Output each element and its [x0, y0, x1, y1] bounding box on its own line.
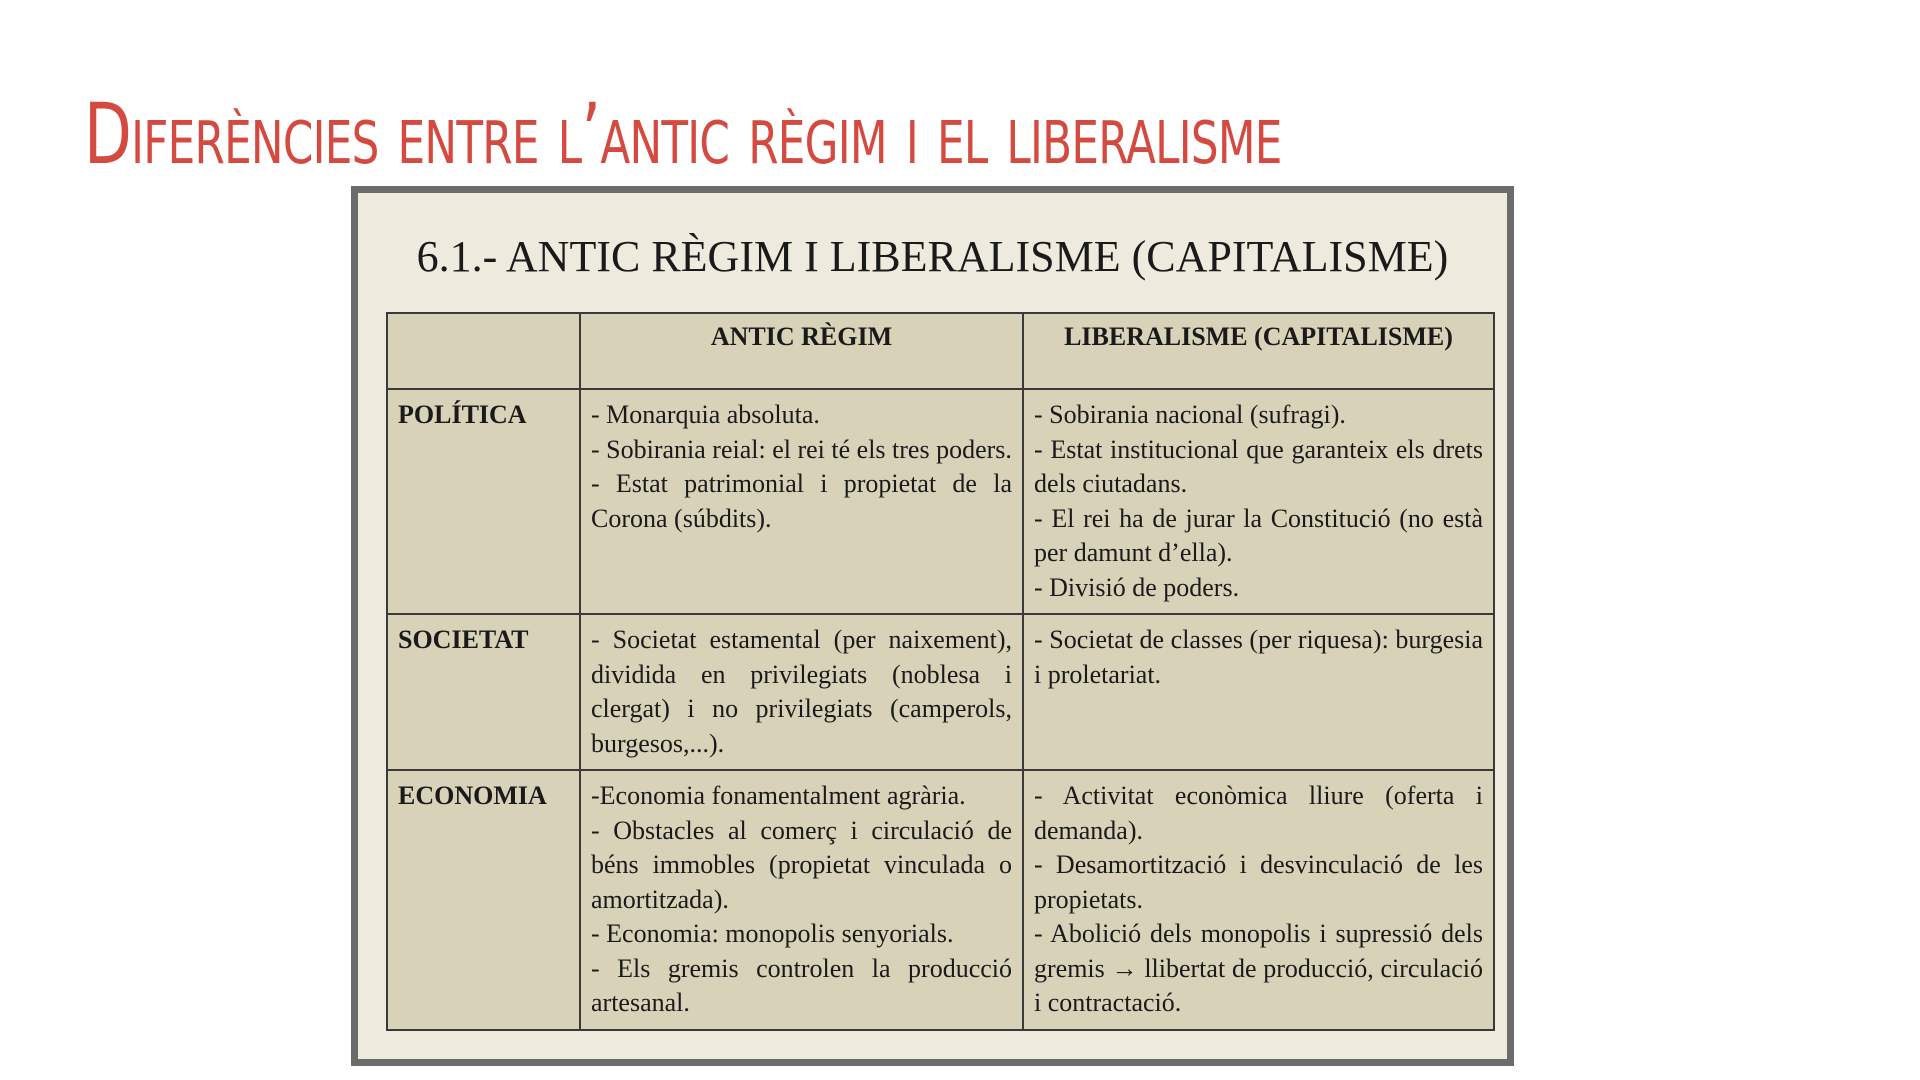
cell-economia-liberal — [1023, 770, 1494, 1030]
cell-line: - Abolició dels monopolis i supressió dels gremis → llibertat de producció, circulació i contractació. — [1034, 919, 1483, 1017]
comparison-table — [386, 312, 1495, 1031]
cell-line: - Societat de classes (per riquesa): burgesia i proletariat. — [1034, 625, 1483, 689]
cell-societat-antic — [580, 614, 1023, 770]
cell-line: - Sobirania reial: el rei té els tres poders. — [591, 434, 1012, 464]
cell-line: - Societat estamental (per naixement), dividida en privilegiats (noblesa i clergat) i no privilegiats (camperols, burgesos,...). — [591, 625, 1012, 758]
table-figure — [351, 186, 1514, 1066]
header-antic-regim: ANTIC RÈGIM — [580, 313, 1023, 389]
cell-line: -Economia fonamentalment agrària. — [591, 781, 966, 810]
cell-line: - Els gremis controlen la producció artesanal. — [591, 953, 1012, 1017]
cell-line: - Desamortització i desvinculació de les propietats. — [1034, 850, 1483, 914]
cell-economia-antic — [580, 770, 1023, 1030]
cell-line: - Estat institucional que garanteix els drets dels ciutadans. — [1034, 434, 1483, 498]
row-label-politica: POLÍTICA — [387, 389, 580, 614]
cell-line: - Activitat econòmica lliure (oferta i demanda). — [1034, 781, 1483, 845]
row-label-societat: SOCIETAT — [387, 614, 580, 770]
table-row-economia — [387, 770, 1494, 1030]
header-liberalisme: LIBERALISME (CAPITALISME) — [1023, 313, 1494, 389]
header-empty-cell — [387, 313, 580, 389]
cell-politica-antic — [580, 389, 1023, 614]
cell-line: - El rei ha de jurar la Constitució (no està per damunt d’ella). — [1034, 503, 1483, 567]
cell-line: - Estat patrimonial i propietat de la Corona (súbdits). — [591, 469, 1012, 533]
cell-societat-liberal — [1023, 614, 1494, 770]
slide-title: Diferències entre l’antic règim i el liberalisme — [84, 85, 1282, 183]
figure-title: 6.1.- ANTIC RÈGIM I LIBERALISME (CAPITALISME) — [416, 232, 1449, 281]
cell-line: - Monarquia absoluta. — [591, 400, 820, 429]
cell-politica-liberal — [1023, 389, 1494, 614]
cell-line: - Sobirania nacional (sufragi). — [1034, 400, 1346, 429]
cell-line: - Economia: monopolis senyorials. — [591, 919, 954, 948]
table-row-politica — [387, 389, 1494, 614]
row-label-economia: ECONOMIA — [387, 770, 580, 1030]
table-header-row — [387, 313, 1494, 389]
table-row-societat — [387, 614, 1494, 770]
cell-line: - Obstacles al comerç i circulació de béns immobles (propietat vinculada o amortitzada). — [591, 815, 1012, 914]
cell-line: - Divisió de poders. — [1034, 572, 1240, 602]
